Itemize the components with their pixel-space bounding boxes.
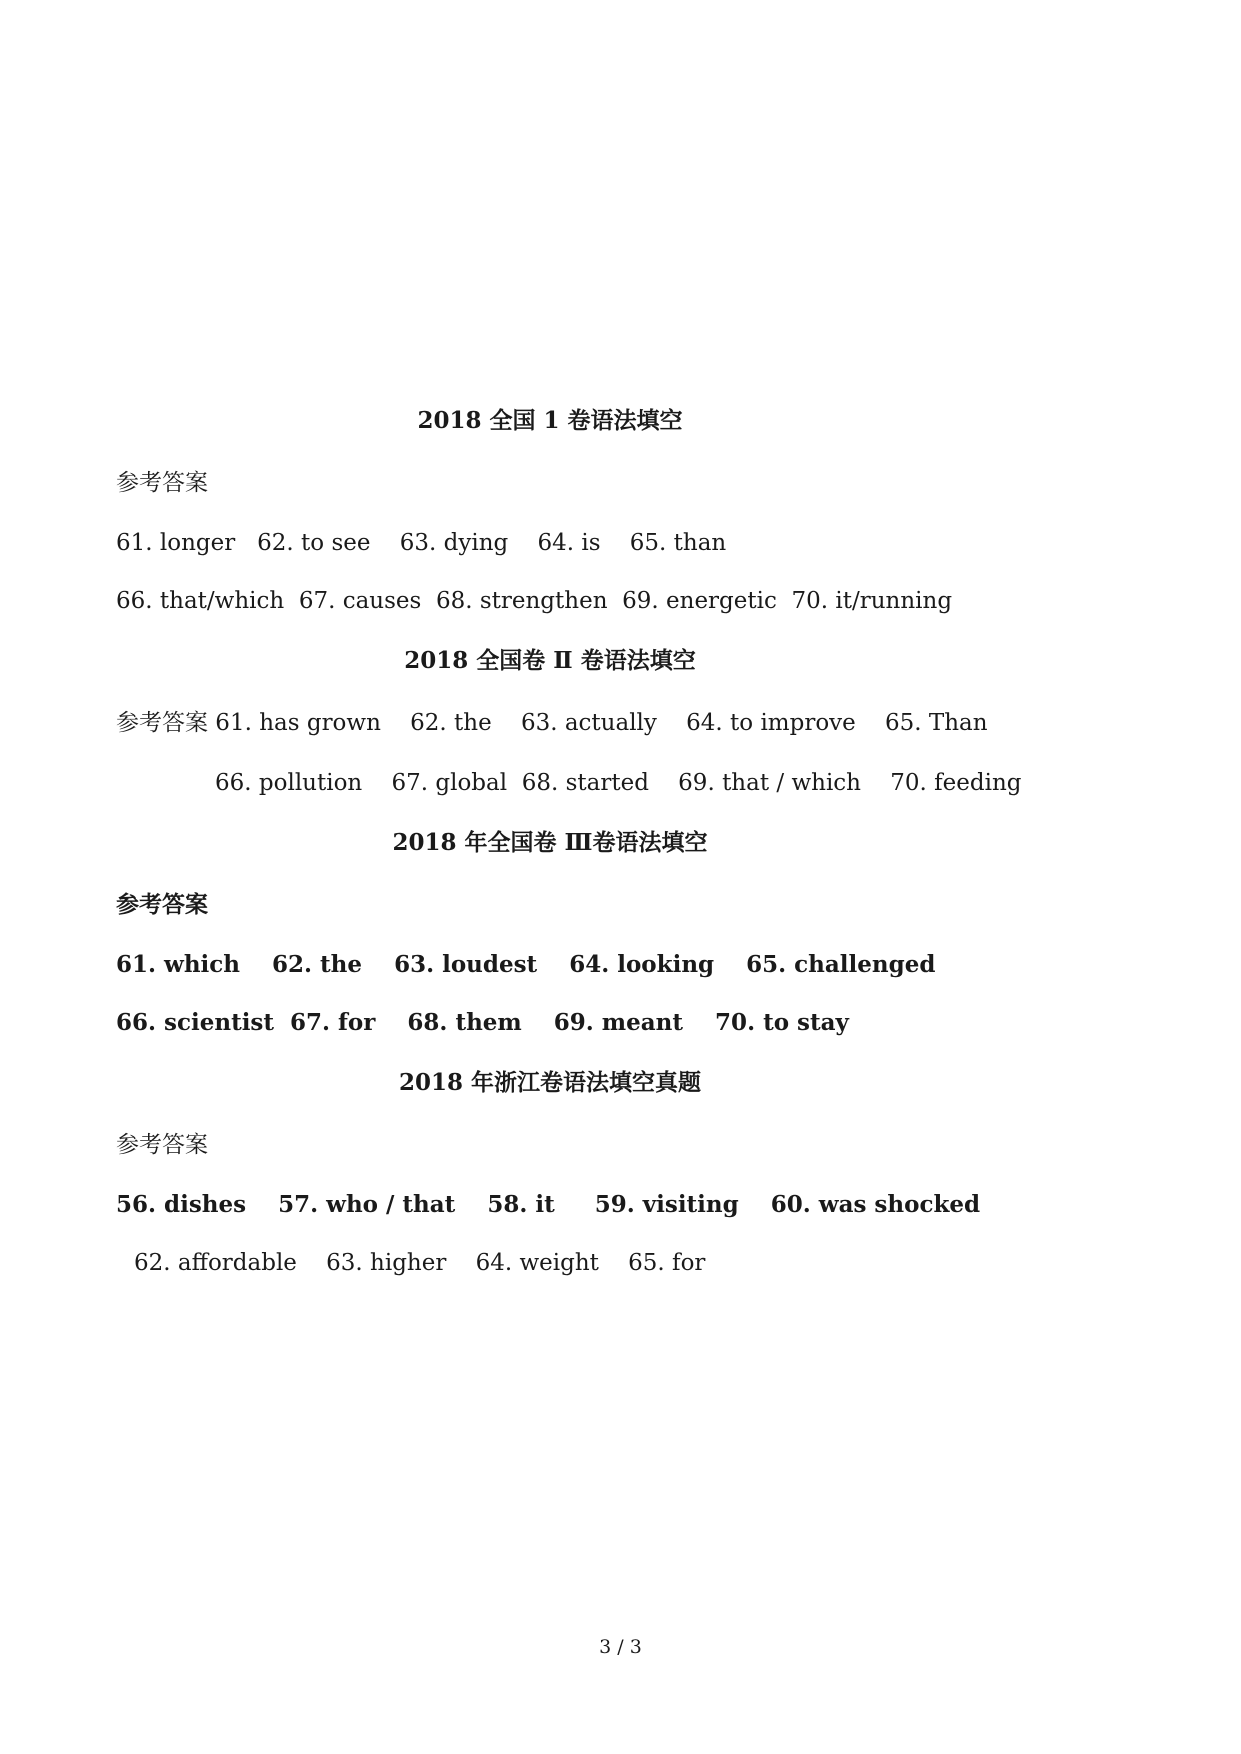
section-4-title: 2018 年浙江卷语法填空真题	[398, 1069, 702, 1096]
section-2-answers-line-2: 66. pollution 67. global 68. started 69. that / which 70. feeding	[215, 770, 1022, 796]
section-1-answers-line-1: 61. longer 62. to see 63. dying 64. is 65. than	[116, 530, 727, 556]
section-2-title: 2018 全国卷 Ⅱ 卷语法填空	[404, 647, 696, 674]
section-3-answer-label: 参考答案	[116, 891, 208, 918]
section-3-answers-line-2: 66. scientist 67. for 68. them 69. meant 70. to stay	[116, 1009, 849, 1036]
section-4-answers-line-2: 62. affordable 63. higher 64. weight 65. for	[134, 1250, 706, 1276]
section-4-answer-label: 参考答案	[116, 1132, 208, 1158]
section-1-title: 2018 全国 1 卷语法填空	[417, 407, 683, 434]
page-number: 3 / 3	[599, 1636, 642, 1658]
section-3-answers-line-1: 61. which 62. the 63. loudest 64. looking 65. challenged	[116, 951, 936, 978]
section-1-answers-line-2: 66. that/which 67. causes 68. strengthen 69. energetic 70. it/running	[116, 588, 953, 614]
section-4-answers-line-1: 56. dishes 57. who / that 58. it 59. visiting 60. was shocked	[116, 1191, 981, 1218]
section-2-answers-line-1: 参考答案 61. has grown 62. the 63. actually 64. to improve 65. Than	[116, 710, 988, 736]
section-3-title: 2018 年全国卷 Ⅲ卷语法填空	[392, 829, 708, 856]
section-1-answer-label: 参考答案	[116, 470, 208, 496]
